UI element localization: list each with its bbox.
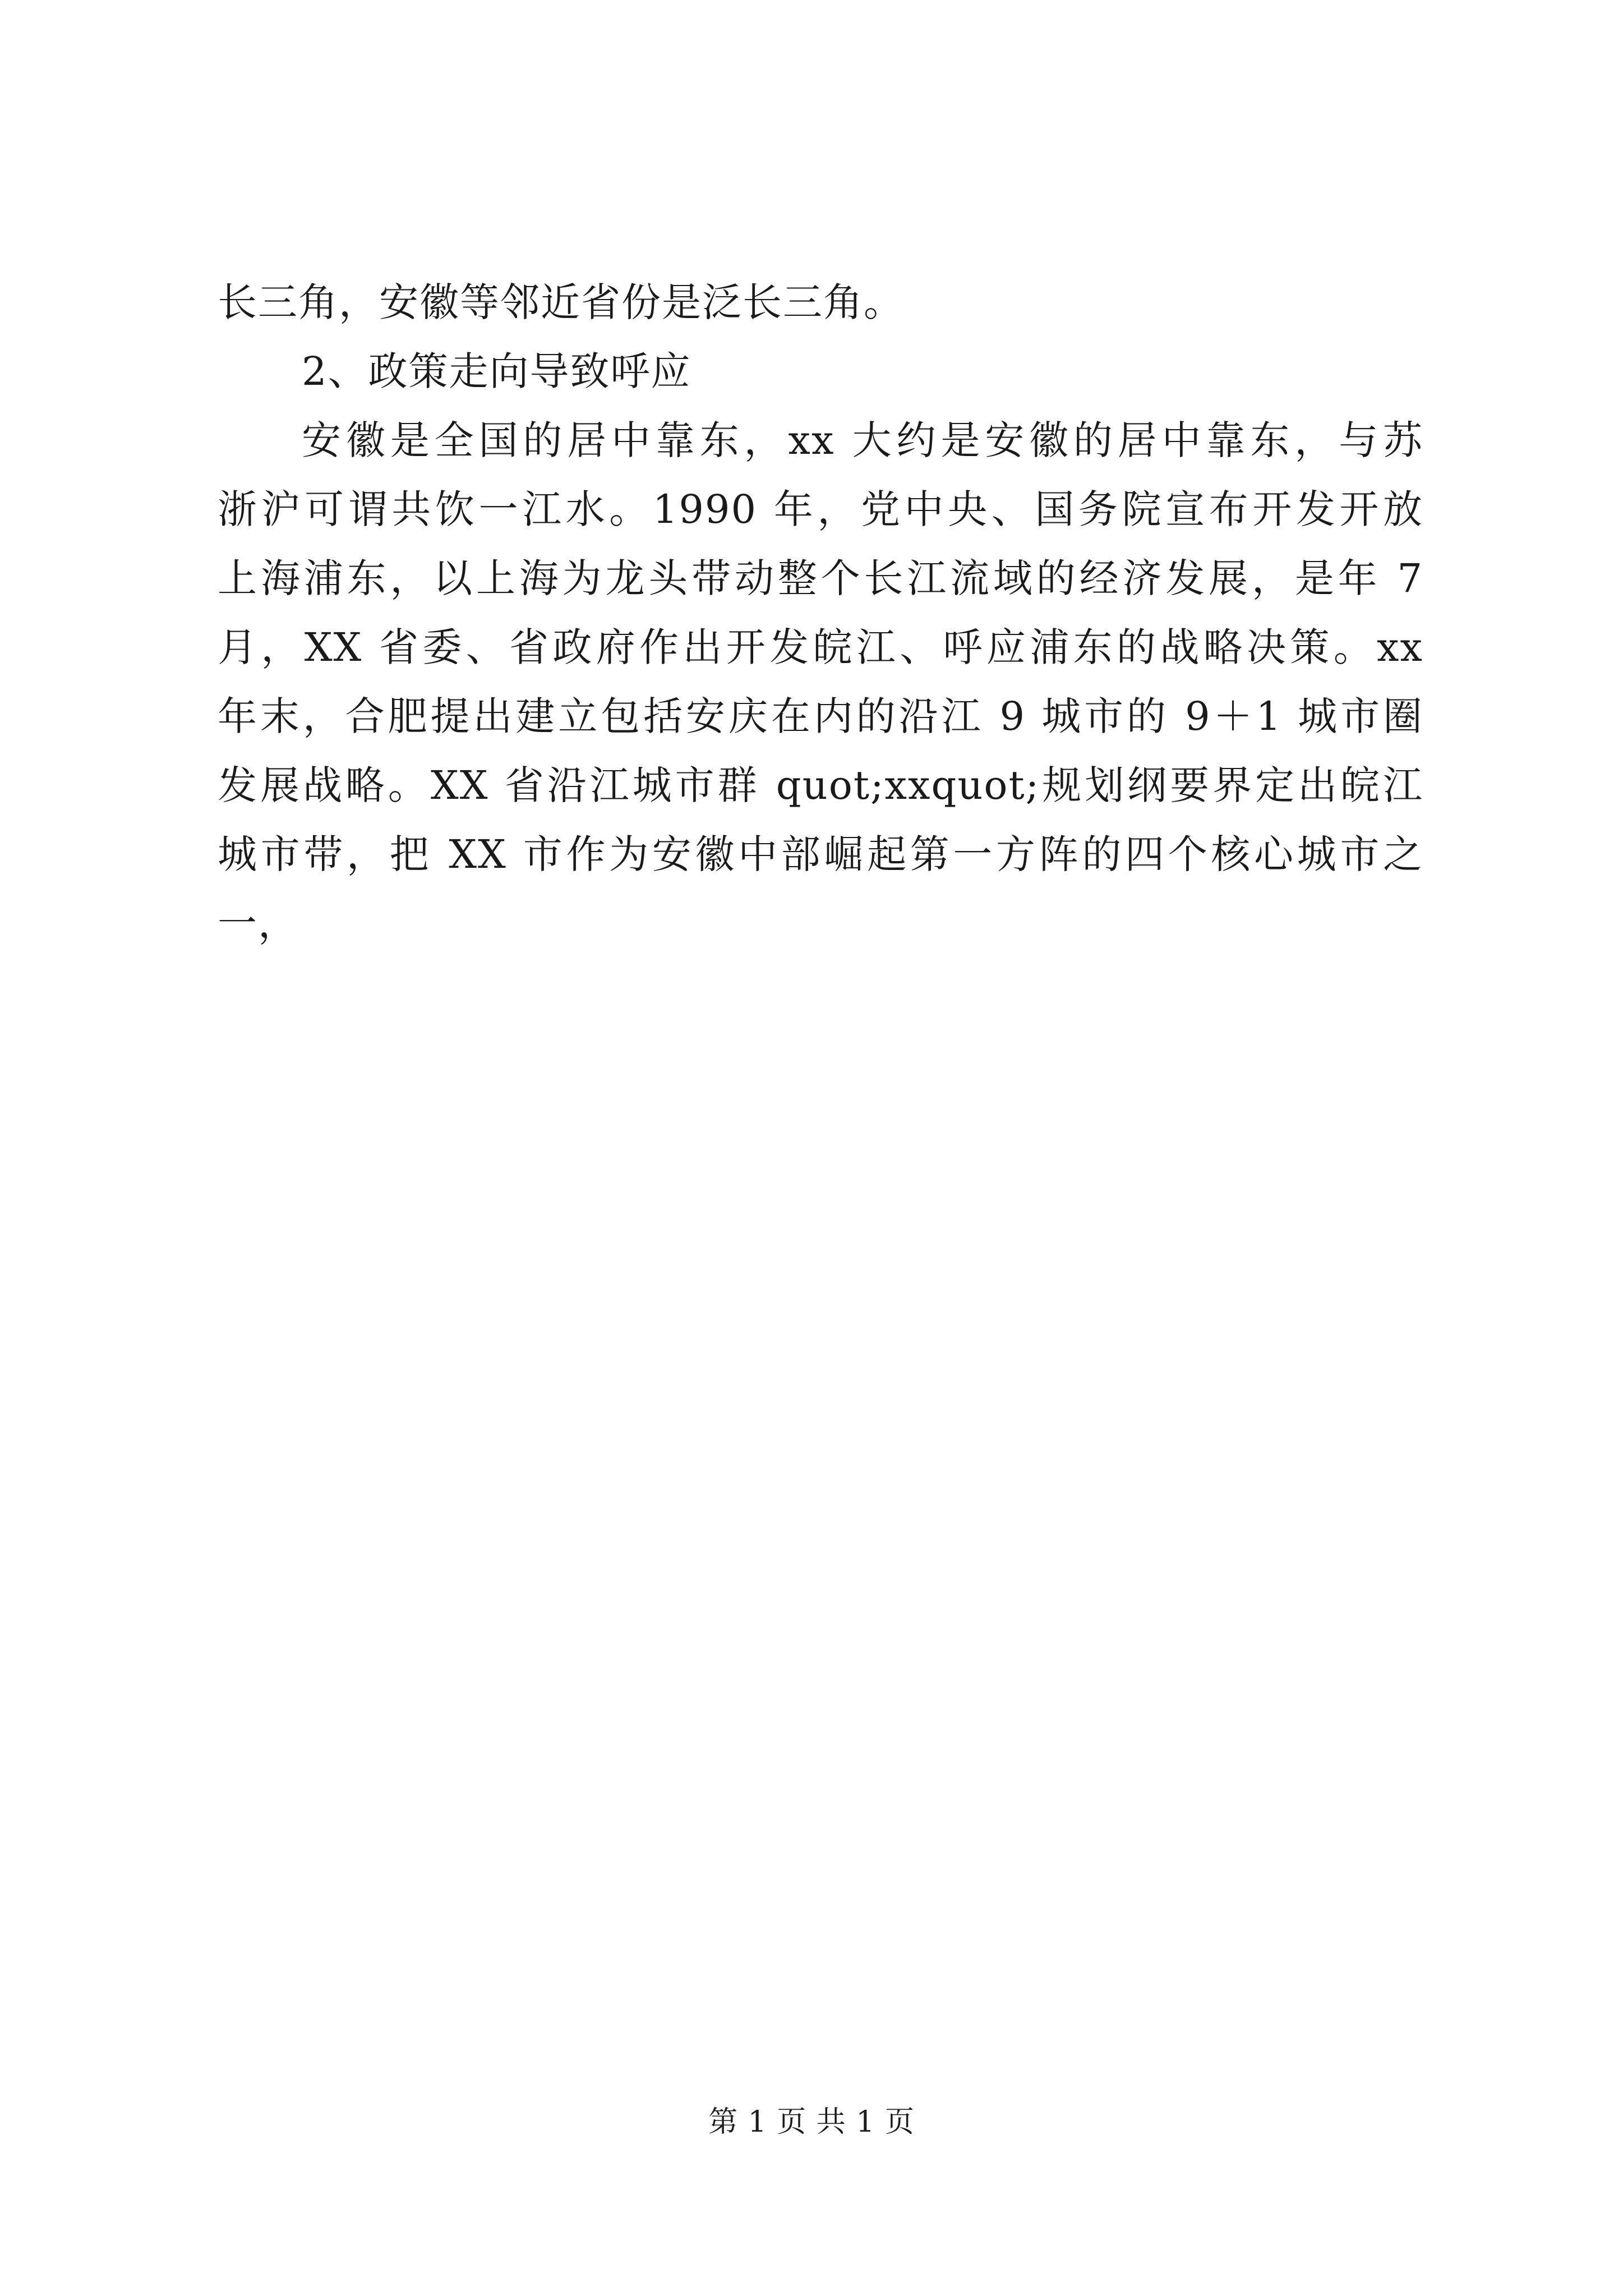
text-line: 长三角，安徽等邻近省份是泛长三角。 [218,279,904,325]
text-line: 上海浦东，以上海为龙头带动整个长江流域的经济发展，是年 7 [218,555,1423,601]
text-line: 一， [218,900,298,946]
text-line: 城市带，把 XX 市作为安徽中部崛起第一方阵的四个核心城市之 [218,831,1423,877]
text-line: 发展战略。XX 省沿江城市群 quot;xxquot;规划纲要界定出皖江 [218,762,1423,808]
text-line: 安徽是全国的居中靠东，xx 大约是安徽的居中靠东，与苏 [302,417,1423,463]
page-footer [0,2102,1623,2142]
page-number-label: 第 1 页 共 1 页 [708,2105,915,2139]
document-body [218,268,1423,958]
section-heading: 2、政策走向导致呼应 [302,348,691,394]
text-line: 浙沪可谓共饮一江水。1990 年，党中央、国务院宣布开发开放 [218,486,1423,532]
text-line: 月，XX 省委、省政府作出开发皖江、呼应浦东的战略决策。xx [218,624,1423,670]
text-line: 年末，合肥提出建立包括安庆在内的沿江 9 城市的 9＋1 城市圈 [218,693,1423,739]
